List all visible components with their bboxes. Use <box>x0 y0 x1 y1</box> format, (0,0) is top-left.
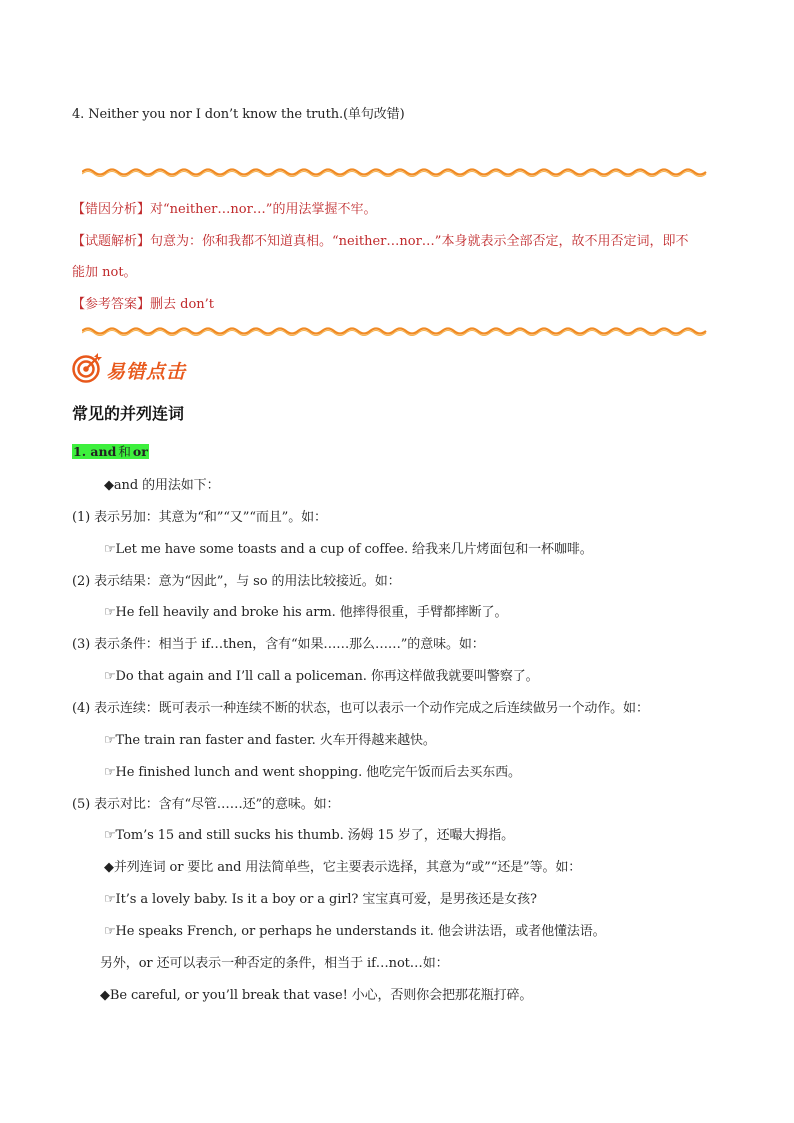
target-icon <box>72 353 102 387</box>
subheading <box>72 442 149 460</box>
content-line: ☞Let me have some toasts and a cup of coffee. 给我来几片烤面包和一杯咖啡。 <box>104 542 593 557</box>
content-line: ☞Do that again and I’ll call a policeman. 你再这样做我就要叫警察了。 <box>104 669 539 684</box>
section-header-text: 易错点击 <box>106 360 187 383</box>
answer-text: 删去 don’t <box>150 297 215 312</box>
content-line: (3) 表示条件：相当于 if…then，含有“如果……那么……”的意味。如： <box>72 637 485 652</box>
section-title: 常见的并列连词 <box>72 404 185 423</box>
error-analysis <box>72 198 376 217</box>
content-line: ☞He speaks French, or perhaps he understands it. 他会讲法语，或者他懂法语。 <box>104 924 606 939</box>
content-line: ☞He fell heavily and broke his arm. 他摔得很重，手臂都摔断了。 <box>104 605 508 620</box>
content-line: ◆Be careful, or you’ll break that vase! 小心，否则你会把那花瓶打碎。 <box>100 988 533 1003</box>
error-analysis-label: 【错因分析】 <box>72 202 151 217</box>
explanation-line-1 <box>72 230 688 249</box>
explanation-line-2: 能加 not。 <box>72 265 137 280</box>
content-line: ☞It’s a lovely baby. Is it a boy or a girl? 宝宝真可爱，是男孩还是女孩? <box>104 892 537 907</box>
subheading-part-2: 和 <box>118 444 131 459</box>
section-header <box>72 355 186 385</box>
subheading-part-3: or <box>132 444 148 459</box>
content-line: ☞The train ran faster and faster. 火车开得越来越快。 <box>104 733 436 748</box>
wave-divider-top <box>82 166 710 178</box>
content-line: (2) 表示结果：意为“因此”，与 so 的用法比较接近。如： <box>72 574 401 589</box>
answer-label: 【参考答案】 <box>72 297 151 312</box>
content-line: (1) 表示另加：其意为“和”“又”“而且”。如： <box>72 510 327 525</box>
explanation-label: 【试题解析】 <box>72 234 151 249</box>
wave-divider-bottom <box>82 325 710 337</box>
content-line: (5) 表示对比：含有“尽管……还”的意味。如： <box>72 797 340 812</box>
content-line: ◆并列连词 or 要比 and 用法简单些，它主要表示选择，其意为“或”“还是”等。如： <box>104 860 582 875</box>
content-line: 另外，or 还可以表示一种否定的条件，相当于 if…not…如： <box>100 956 449 971</box>
content-line: ☞Tom’s 15 and still sucks his thumb. 汤姆 15 岁了，还嘬大拇指。 <box>104 828 514 843</box>
reference-answer <box>72 293 214 312</box>
content-line: ☞He finished lunch and went shopping. 他吃完午饭而后去买东西。 <box>104 765 521 780</box>
explanation-text-1: 句意为：你和我都不知道真相。“neither…nor…”本身就表示全部否定，故不用否定词，即不 <box>150 234 689 249</box>
question-text: 4. Neither you nor I don’t know the truth.(单句改错) <box>72 107 405 122</box>
content-line: (4) 表示连续：既可表示一种连续不断的状态，也可以表示一个动作完成之后连续做另一个动作。如： <box>72 701 649 716</box>
content-line: ◆and 的用法如下： <box>104 478 220 493</box>
error-analysis-text: 对“neither…nor…”的用法掌握不牢。 <box>150 202 377 217</box>
subheading-part-1: 1. and <box>73 444 117 459</box>
